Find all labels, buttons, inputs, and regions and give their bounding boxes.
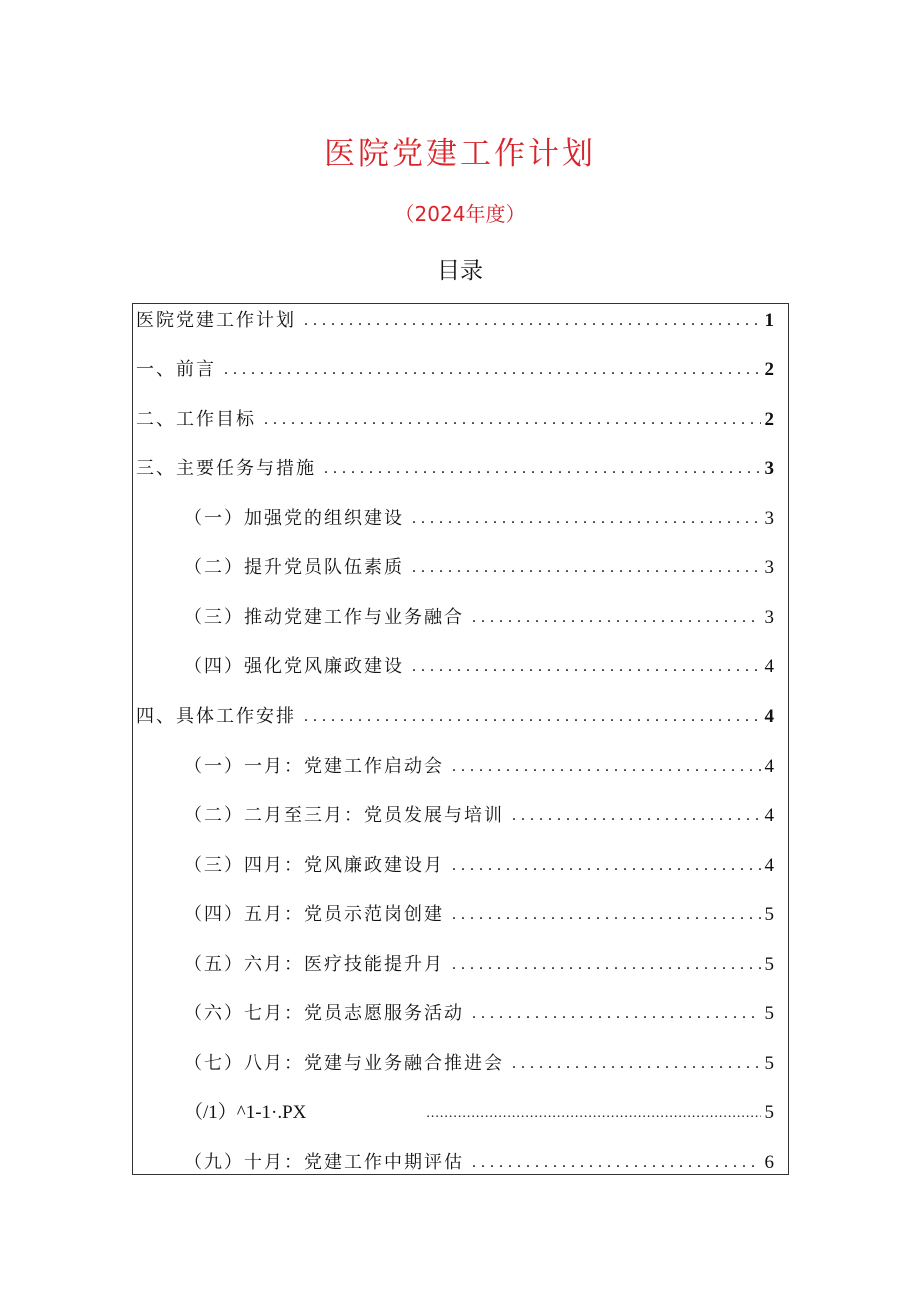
toc-entry-label: （四）强化党风廉政建设 (184, 656, 404, 677)
toc-entry-page: 5 (764, 1053, 774, 1074)
toc-leader-dots (452, 858, 761, 874)
toc-entry-label: （九）十月：党建工作中期评估 (184, 1152, 464, 1173)
toc-entry[interactable] (136, 401, 774, 431)
toc-leader-dots (304, 313, 761, 329)
toc-entry-page: 6 (764, 1152, 774, 1173)
toc-entry[interactable] (184, 797, 774, 827)
document-title: 医院党建工作计划 (324, 136, 596, 172)
toc-entry[interactable] (184, 896, 774, 926)
toc-entry-page: 5 (764, 954, 774, 975)
toc-entry-label: （七）八月：党建与业务融合推进会 (184, 1053, 504, 1074)
toc-entry[interactable] (184, 847, 774, 877)
toc-entry-label: （一）一月：党建工作启动会 (184, 756, 444, 777)
toc-entry-label: （一）加强党的组织建设 (184, 508, 404, 529)
toc-leader-dots (224, 362, 761, 378)
toc-entry-label: （三）推动党建工作与业务融合 (184, 607, 464, 628)
toc-entry[interactable] (184, 599, 774, 629)
toc-entry-page: 3 (764, 557, 774, 578)
toc-entry-page: 4 (764, 706, 774, 727)
toc-heading: 目录 (437, 258, 483, 284)
toc-entry-page: 3 (764, 508, 774, 529)
toc-entry-page: 3 (764, 458, 774, 479)
toc-leader-dots (412, 511, 761, 527)
toc-leader-dots (472, 610, 761, 626)
toc-entry-label: （二）提升党员队伍素质 (184, 557, 404, 578)
toc-entry-label: 二、工作目标 (136, 409, 256, 430)
toc-leader-dots (512, 1056, 761, 1072)
toc-entry-label: （五）六月：医疗技能提升月 (184, 954, 444, 975)
document-subtitle: （2024年度） (394, 202, 526, 226)
toc-entry-label: 一、前言 (136, 359, 216, 380)
toc-leader-dots (452, 907, 761, 923)
toc-entry-label: 医院党建工作计划 (136, 310, 296, 331)
toc-entry-page: 4 (764, 855, 774, 876)
toc-entry-label: （三）四月：党风廉政建设月 (184, 855, 444, 876)
toc-entry[interactable] (184, 500, 774, 530)
toc-entry-label: 四、具体工作安排 (136, 706, 296, 727)
toc-entry-page: 4 (764, 656, 774, 677)
toc-entry[interactable] (184, 549, 774, 579)
toc-entry-page: 4 (764, 805, 774, 826)
toc-leader-dots (452, 759, 761, 775)
toc-entry-label: （六）七月：党员志愿服务活动 (184, 1003, 464, 1024)
toc-entry-page: 2 (764, 359, 774, 380)
toc-entry[interactable] (184, 748, 774, 778)
toc-entry-label: （二）二月至三月：党员发展与培训 (184, 805, 504, 826)
toc-entry[interactable] (184, 1094, 774, 1124)
toc-entry[interactable] (136, 351, 774, 381)
toc-entry-page: 3 (764, 607, 774, 628)
toc-entry[interactable] (184, 648, 774, 678)
toc-entry[interactable] (136, 698, 774, 728)
toc-leader-dots (264, 412, 761, 428)
toc-entry-page: 5 (764, 1003, 774, 1024)
toc-entry-page: 4 (764, 756, 774, 777)
toc-entry-label: （/1）^1-1·.PX (184, 1102, 307, 1123)
toc-entry[interactable] (184, 1045, 774, 1075)
toc-entry[interactable] (136, 302, 774, 332)
toc-leader-dots (426, 1107, 760, 1121)
toc-leader-dots (472, 1006, 761, 1022)
toc-entry[interactable] (184, 1144, 774, 1174)
toc-entry[interactable] (184, 946, 774, 976)
toc-leader-dots (304, 709, 761, 725)
toc-entry[interactable] (184, 995, 774, 1025)
toc-entry-page: 5 (764, 904, 774, 925)
toc-leader-dots (472, 1155, 761, 1171)
toc-leader-dots (512, 808, 761, 824)
toc-leader-dots (412, 659, 761, 675)
toc-entry-page: 2 (764, 409, 774, 430)
toc-leader-dots (412, 560, 761, 576)
toc-entry-label: （四）五月：党员示范岗创建 (184, 904, 444, 925)
toc-entry[interactable] (136, 450, 774, 480)
toc-leader-dots (452, 957, 761, 973)
toc-entry-label: 三、主要任务与措施 (136, 458, 316, 479)
toc-entry-page: 5 (764, 1102, 774, 1123)
toc-entry-page: 1 (764, 310, 774, 331)
toc-leader-dots (324, 461, 761, 477)
